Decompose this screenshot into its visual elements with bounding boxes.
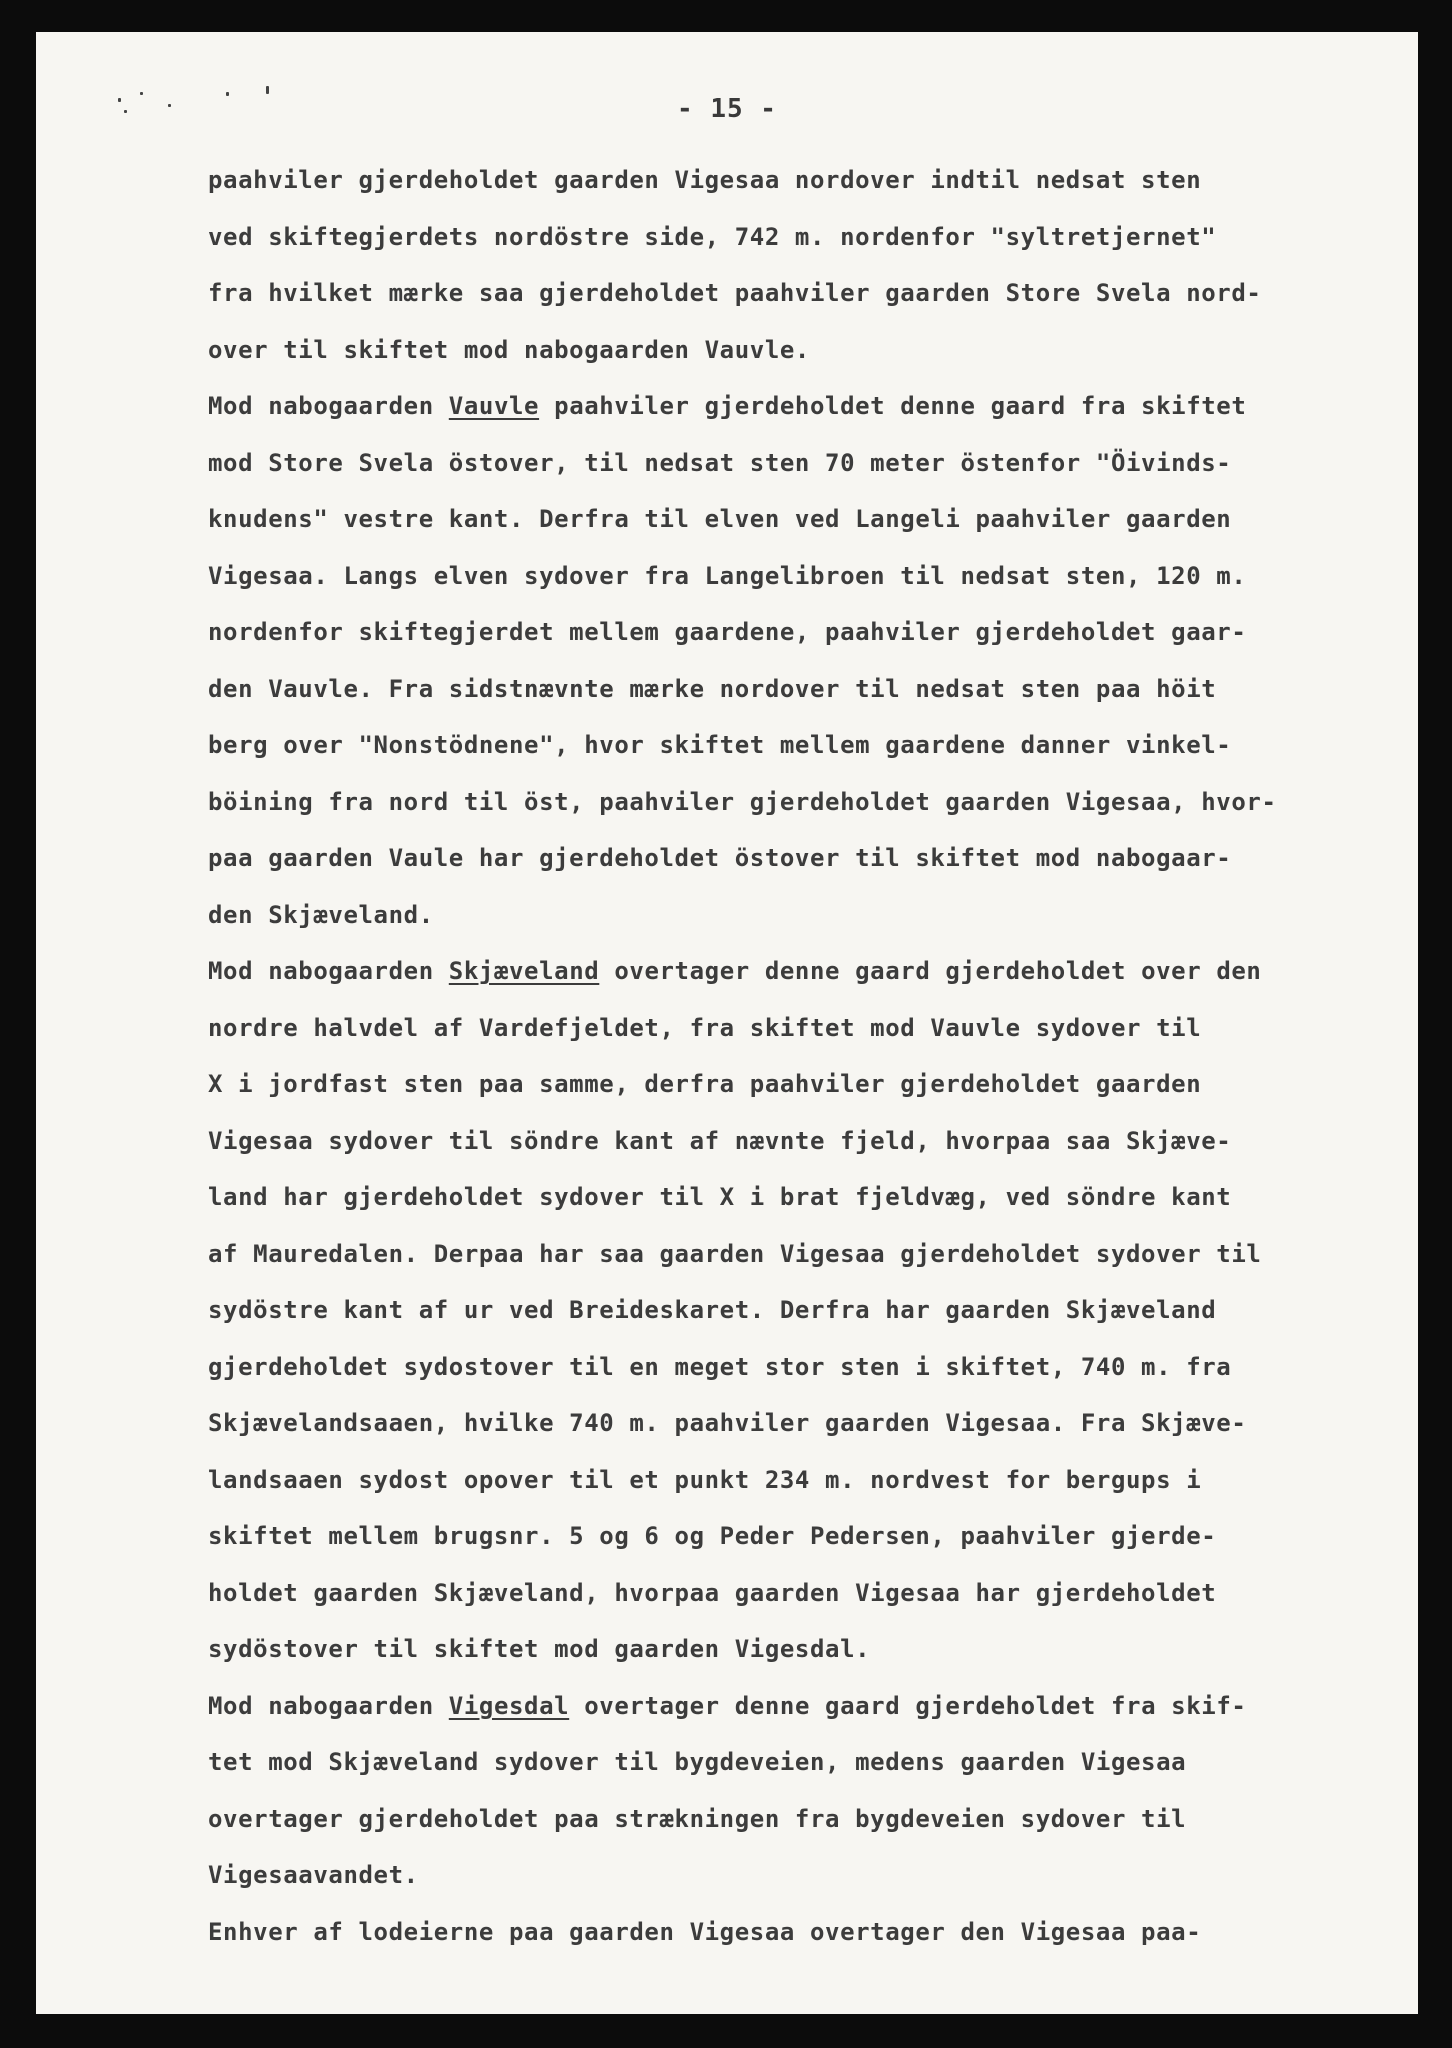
- text-line: Skjævelandsaaen, hvilke 740 m. paahviler gaarden Vigesaa. Fra Skjæve-: [208, 1409, 1247, 1437]
- line-segment: Mod nabogaarden: [208, 957, 449, 985]
- text-line: skiftet mellem brugsnr. 5 og 6 og Peder Pedersen, paahviler gjerde-: [208, 1522, 1217, 1550]
- text-line: Vigesaa sydover til söndre kant af nævnte fjeld, hvorpaa saa Skjæve-: [208, 1126, 1232, 1155]
- underlined-farm-name: Vauvle: [448, 392, 540, 420]
- body-text: [208, 152, 1408, 1960]
- text-line: overtager gjerdeholdet paa strækningen fra bygdeveien sydover til: [208, 1804, 1187, 1833]
- text-line: knudens" vestre kant. Derfra til elven ved Langeli paahviler gaarden: [208, 505, 1232, 533]
- text-line: berg over "Nonstödnene", hvor skiftet mellem gaardene danner vinkel-: [208, 731, 1232, 759]
- text-line: holdet gaarden Skjæveland, hvorpaa gaarden Vigesaa har gjerdeholdet: [208, 1578, 1217, 1607]
- text-line: land har gjerdeholdet sydover til X i brat fjeldvæg, ved söndre kant: [208, 1183, 1232, 1211]
- text-line: sydöstre kant af ur ved Breideskaret. Derfra har gaarden Skjæveland: [208, 1296, 1217, 1324]
- line-segment: overtager denne gaard gjerdeholdet over den: [599, 957, 1262, 985]
- text-line: paahviler gjerdeholdet gaarden Vigesaa nordover indtil nedsat sten: [208, 166, 1202, 194]
- text-line: den Skjæveland.: [208, 900, 434, 929]
- text-line: mod Store Svela östover, til nedsat sten 70 meter östenfor "Öivinds-: [208, 448, 1232, 477]
- text-line: nordenfor skiftegjerdet mellem gaardene, paahviler gjerdeholdet gaar-: [208, 618, 1247, 646]
- text-line: tet mod Skjæveland sydover til bygdeveien, medens gaarden Vigesaa: [208, 1748, 1187, 1776]
- line-segment: Mod nabogaarden: [208, 392, 449, 420]
- text-line: fra hvilket mærke saa gjerdeholdet paahviler gaarden Store Svela nord-: [208, 279, 1262, 307]
- text-line: [208, 378, 1408, 435]
- text-line: [208, 1678, 1408, 1735]
- underlined-farm-name: Skjæveland: [448, 957, 600, 985]
- line-segment: overtager denne gaard gjerdeholdet fra skif-: [569, 1691, 1247, 1720]
- text-line: [208, 943, 1408, 1000]
- speck: [266, 86, 269, 94]
- text-line: böining fra nord til öst, paahviler gjerdeholdet gaarden Vigesaa, hvor-: [208, 787, 1277, 816]
- line-segment: paahviler gjerdeholdet denne gaard fra skiftet: [539, 392, 1247, 420]
- text-line: landsaaen sydost opover til et punkt 234 m. nordvest for bergups i: [208, 1465, 1202, 1494]
- text-line: over til skiftet mod nabogaarden Vauvle.: [208, 335, 810, 364]
- text-line: nordre halvdel af Vardefjeldet, fra skiftet mod Vauvle sydover til: [208, 1013, 1202, 1042]
- text-line: X i jordfast sten paa samme, derfra paahviler gjerdeholdet gaarden: [208, 1070, 1202, 1098]
- text-line: paa gaarden Vaule har gjerdeholdet östover til skiftet mod nabogaar-: [208, 844, 1232, 872]
- text-line: gjerdeholdet sydostover til en meget stor sten i skiftet, 740 m. fra: [208, 1352, 1232, 1381]
- text-line: Vigesaavandet.: [208, 1861, 419, 1889]
- underlined-farm-name: Vigesdal: [448, 1691, 570, 1720]
- text-line: Enhver af lodeierne paa gaarden Vigesaa overtager den Vigesaa paa-: [208, 1917, 1202, 1946]
- page-number: - 15 -: [677, 94, 777, 124]
- line-segment: Mod nabogaarden: [208, 1691, 449, 1720]
- document-page: [36, 32, 1418, 2014]
- text-line: af Mauredalen. Derpaa har saa gaarden Vigesaa gjerdeholdet sydover til: [208, 1239, 1262, 1268]
- text-line: Vigesaa. Langs elven sydover fra Langelibroen til nedsat sten, 120 m.: [208, 561, 1247, 590]
- text-line: sydöstover til skiftet mod gaarden Vigesdal.: [208, 1635, 871, 1663]
- text-line: den Vauvle. Fra sidstnævnte mærke nordover til nedsat sten paa höit: [208, 674, 1217, 703]
- text-line: ved skiftegjerdets nordöstre side, 742 m. nordenfor "syltretjernet": [208, 222, 1217, 251]
